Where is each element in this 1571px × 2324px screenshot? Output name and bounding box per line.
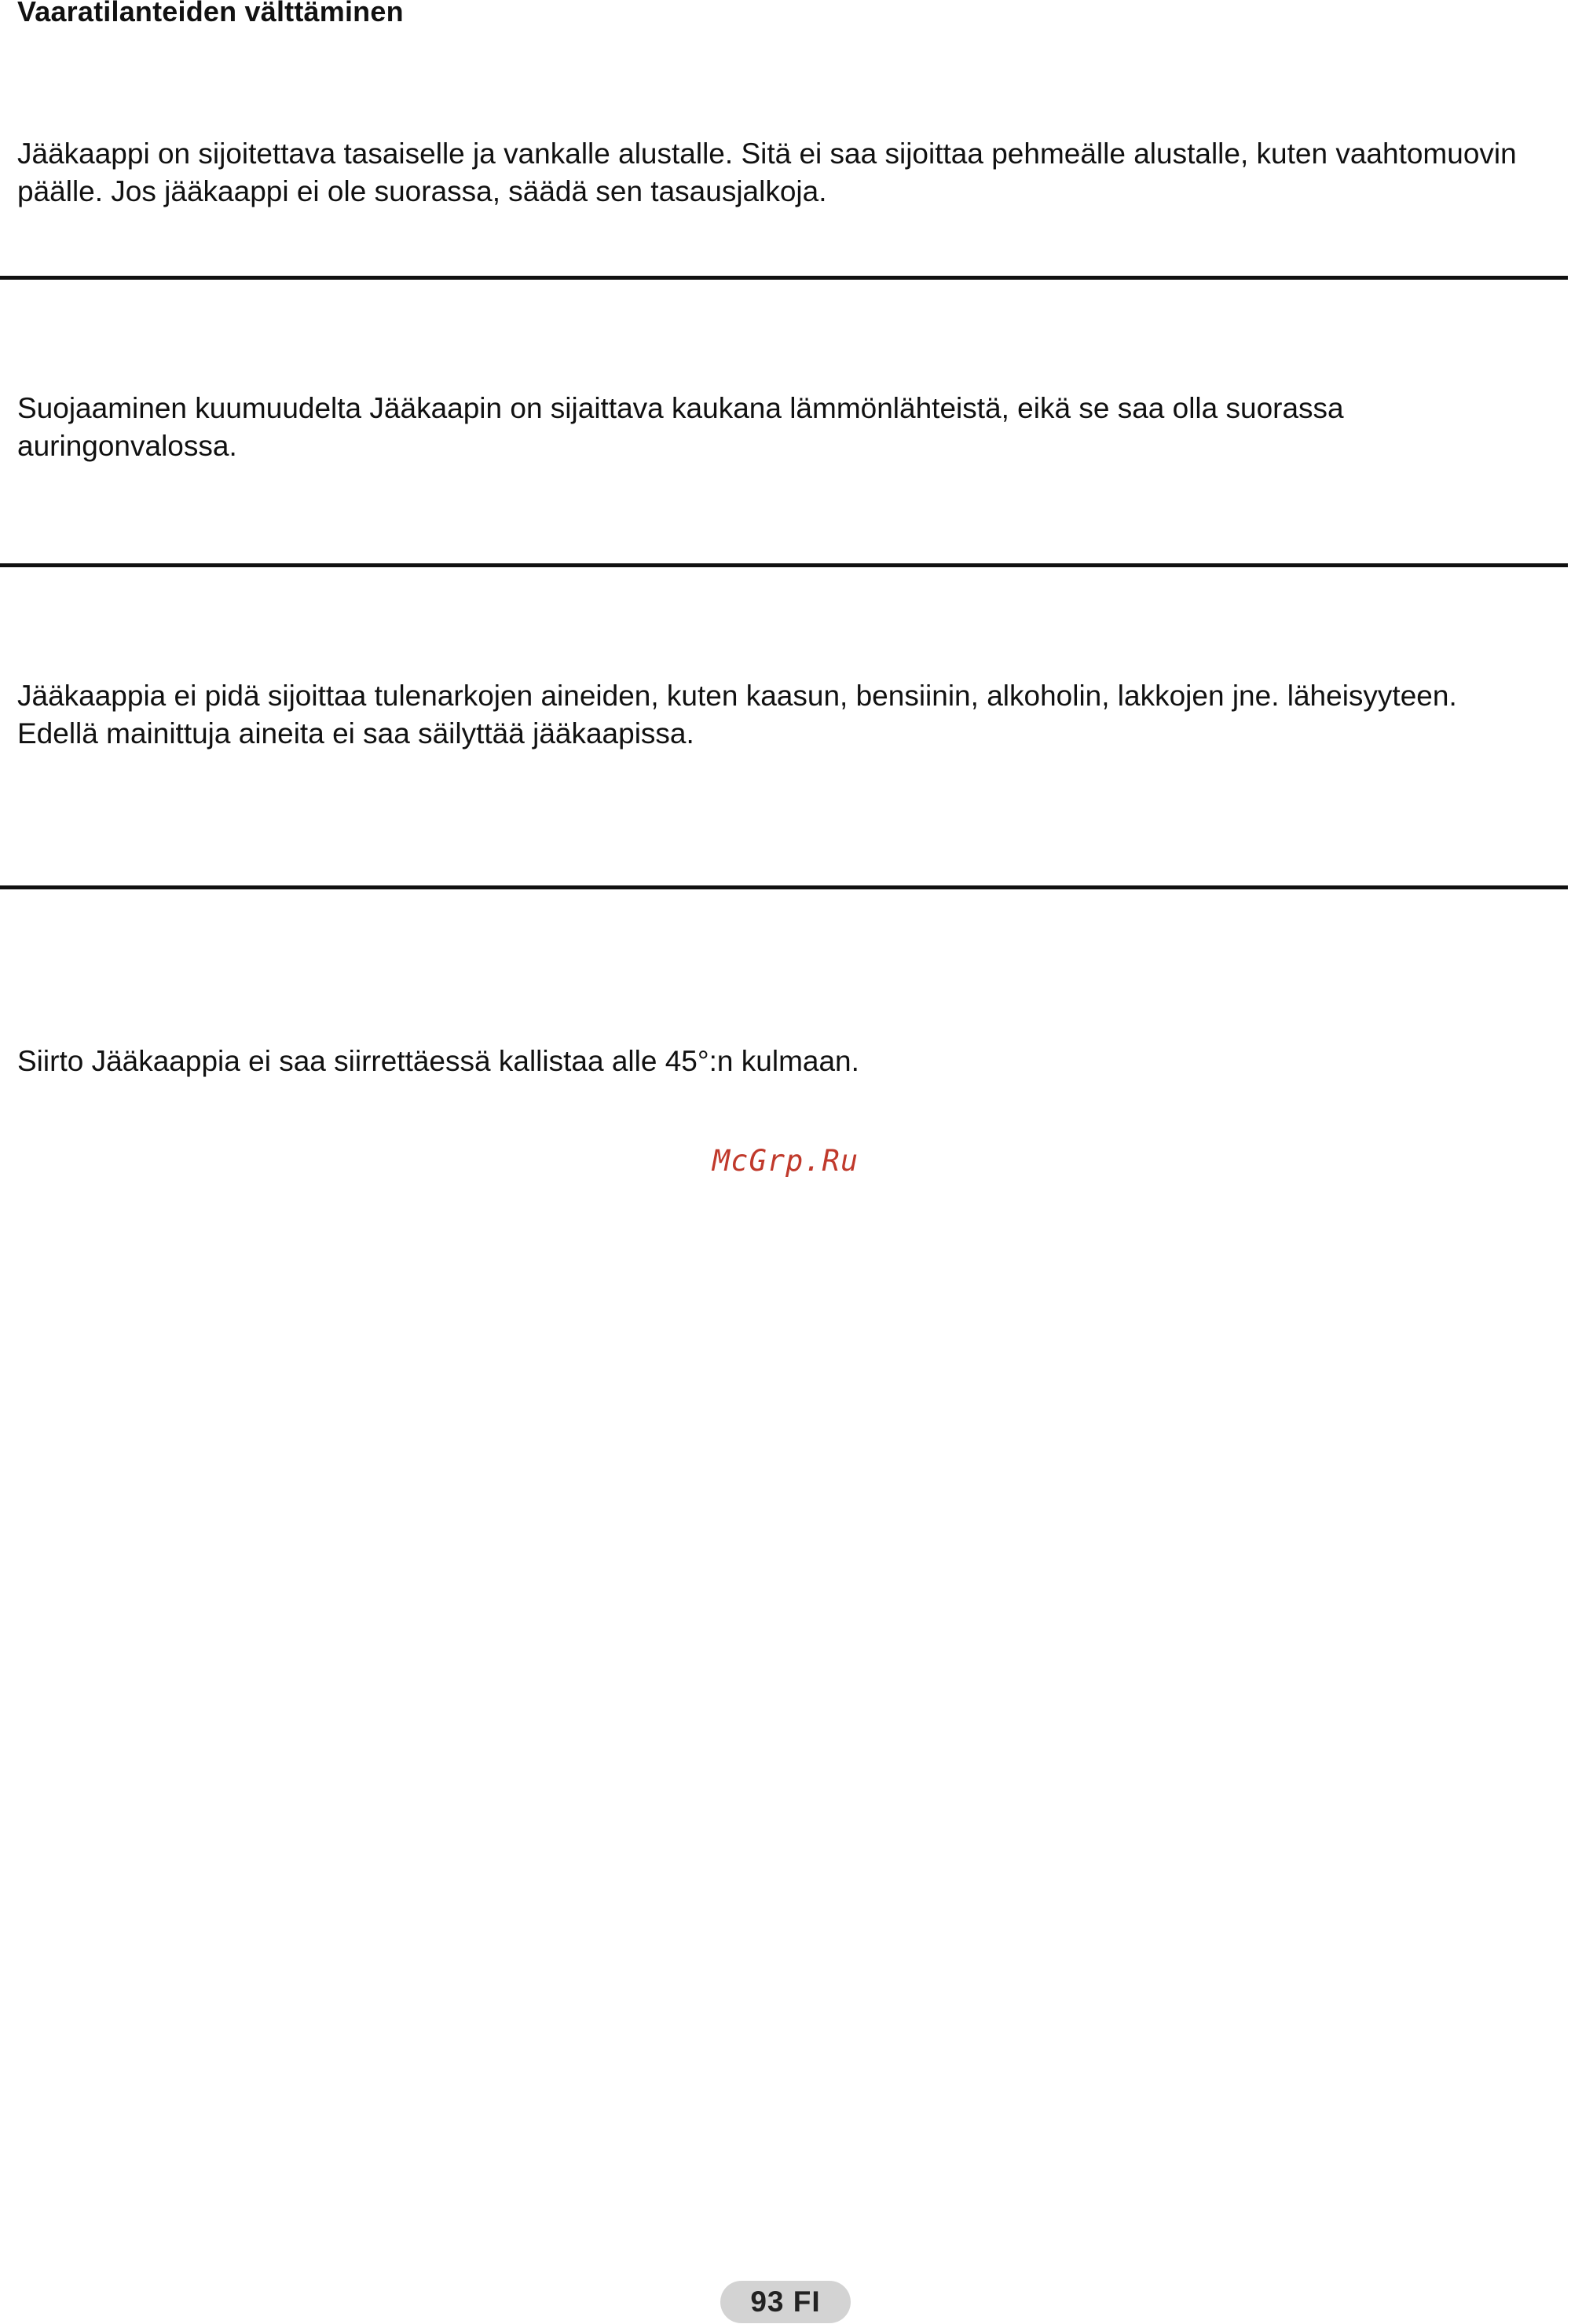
divider-1 [0, 276, 1568, 280]
page-number-badge: 93 FI [720, 2281, 851, 2323]
watermark-text: McGrp.Ru [712, 1144, 859, 1178]
divider-3 [0, 885, 1568, 889]
section-heading: Vaaratilanteiden välttäminen [17, 0, 404, 27]
paragraph-flammable-substances: Jääkaappia ei pidä sijoittaa tulenarkojen aineiden, kuten kaasun, bensiinin, alkoholin, lakkojen jne. läheisyyteen. Edellä mainittuja aineita ei saa säilyttää jääkaapissa. [17, 680, 1457, 750]
paragraph-transport: Siirto Jääkaappia ei saa siirrettäessä kallistaa alle 45°:n kulmaan. [17, 1045, 859, 1077]
paragraph-placement: Jääkaappi on sijoitettava tasaiselle ja vankalle alustalle. Sitä ei saa sijoittaa pehmeälle alustalle, kuten vaahtomuovin päälle. Jos jääkaappi ei ole suorassa, säädä sen tasausjalkoja. [17, 137, 1517, 207]
divider-2 [0, 563, 1568, 567]
paragraph-heat-protection: Suojaaminen kuumuudelta Jääkaapin on sijaittava kaukana lämmönlähteistä, eikä se saa olla suorassa auringonvalossa. [17, 392, 1344, 462]
